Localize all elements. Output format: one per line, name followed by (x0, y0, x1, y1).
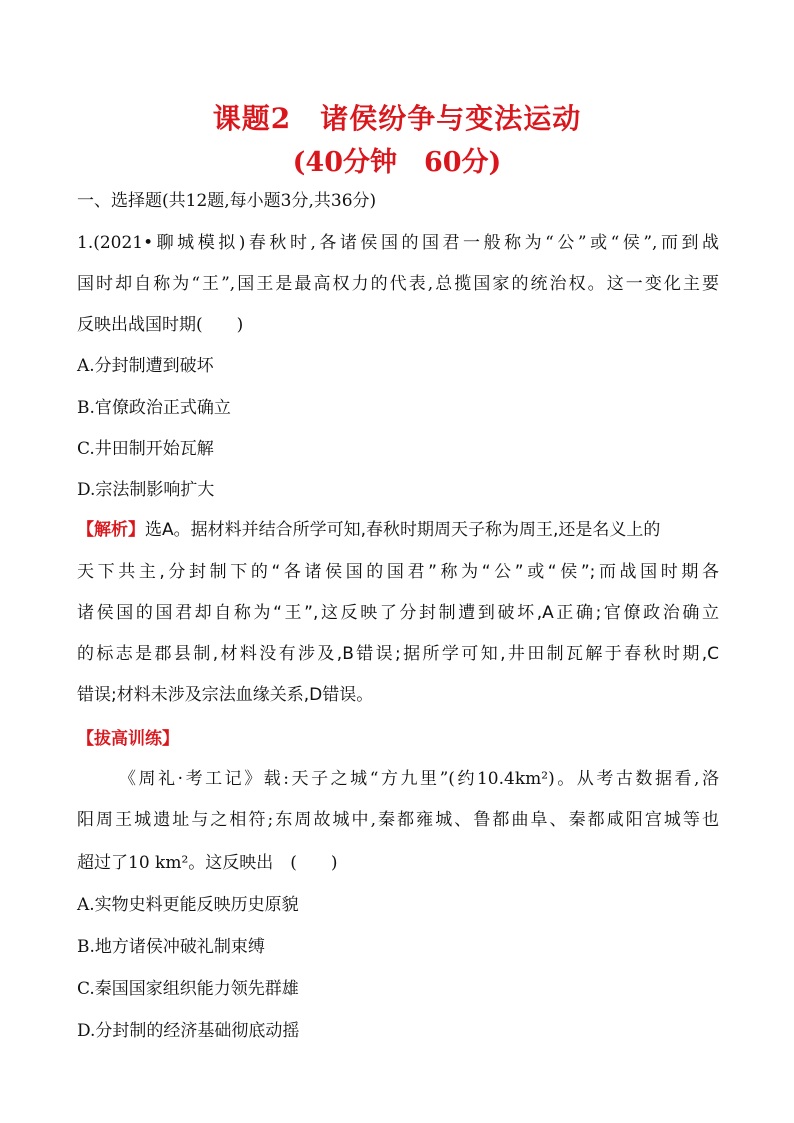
training-text-line: 超过了10 km²。这反映出 ( ) (77, 853, 338, 873)
analysis-line: 错误;材料未涉及宗法血缘关系,D错误。 (77, 685, 374, 705)
option-b: B.官僚政治正式确立 (77, 398, 231, 418)
page-title: 课题2 诸侯纷争与变法运动 (212, 102, 582, 135)
question-text-line: 国时却自称为“王”,国王是最高权力的代表,总揽国家的统治权。这一变化主要 (77, 274, 719, 294)
analysis-line (77, 520, 719, 540)
section-header: 一、选择题(共12题,每小题3分,共36分) (77, 191, 377, 211)
question-text-line: 1.(2021•聊城模拟)春秋时,各诸侯国的国君一般称为“公”或“侯”,而到战 (77, 233, 719, 253)
analysis-line: 的标志是郡县制,材料没有涉及,B错误;据所学可知,井田制瓦解于春秋时期,C (77, 644, 719, 664)
option-a: A.实物史料更能反映历史原貌 (77, 895, 299, 915)
option-b: B.地方诸侯冲破礼制束缚 (77, 937, 265, 957)
option-c: C.秦国国家组织能力领先群雄 (77, 979, 299, 999)
training-label: 【拔高训练】 (77, 729, 179, 749)
page-subtitle: (40分钟 60分) (292, 147, 502, 178)
question-text-line: 反映出战国时期( ) (77, 315, 244, 335)
analysis-text: 选A。据材料并结合所学可知,春秋时期周天子称为周王,还是名义上的 (145, 520, 661, 540)
training-text-line: 阳周王城遗址与之相符;东周故城中,秦都雍城、鲁都曲阜、秦都咸阳宫城等也 (77, 810, 719, 830)
analysis-label: 【解析】 (77, 520, 145, 540)
option-c: C.井田制开始瓦解 (77, 439, 214, 459)
option-d: D.分封制的经济基础彻底动摇 (77, 1021, 300, 1041)
analysis-line: 天下共主,分封制下的“各诸侯国的国君”称为“公”或“侯”;而战国时期各 (77, 562, 719, 582)
analysis-line: 诸侯国的国君却自称为“王”,这反映了分封制遭到破坏,A正确;官僚政治确立 (77, 603, 719, 623)
option-a: A.分封制遭到破坏 (77, 356, 214, 376)
training-text-line: 《周礼·考工记》载:天子之城“方九里”(约10.4km²)。从考古数据看,洛 (119, 769, 719, 789)
option-d: D.宗法制影响扩大 (77, 480, 215, 500)
